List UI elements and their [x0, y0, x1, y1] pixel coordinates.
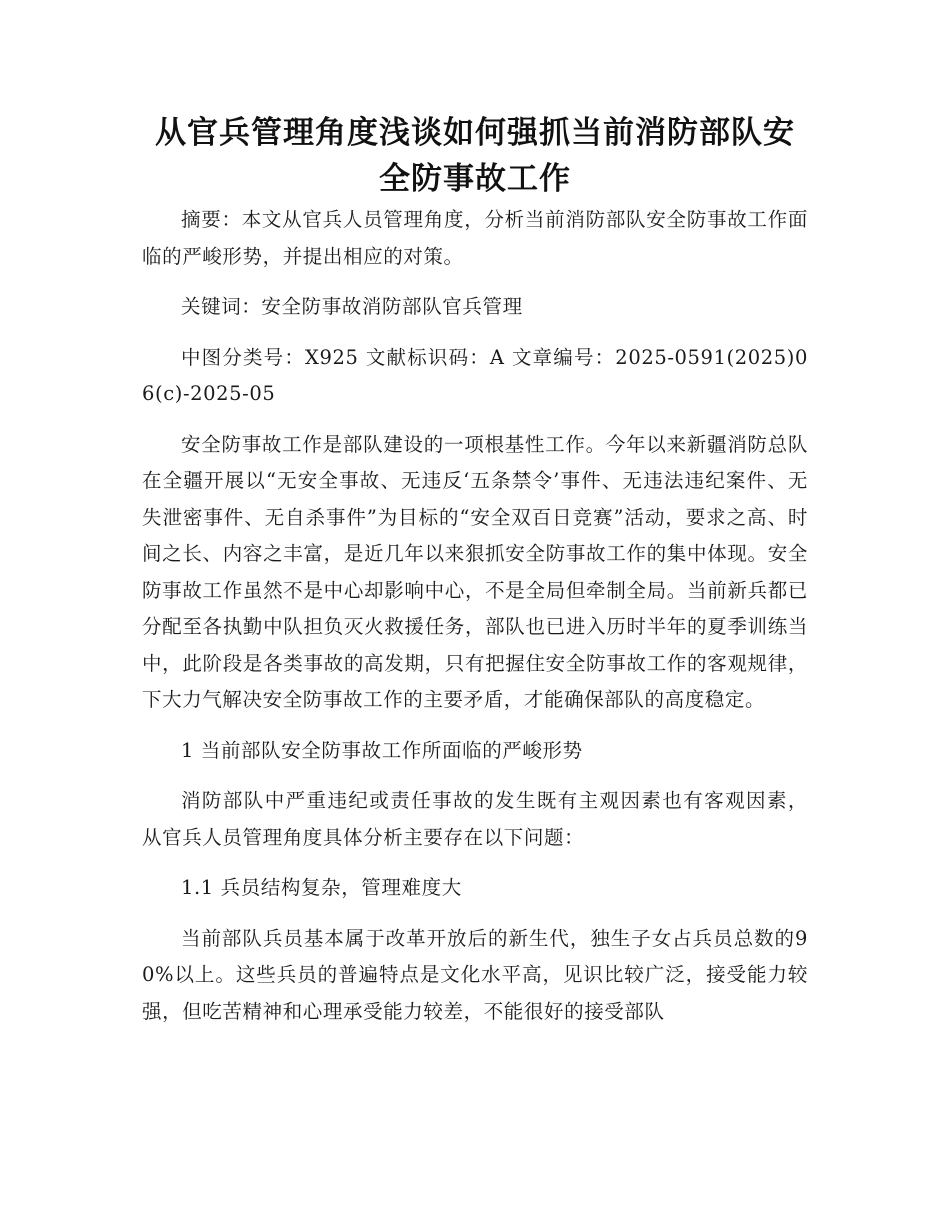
classification-info: 中图分类号：X925 文献标识码：A 文章编号：2025-0591(2025)06(c)-2025-05 [142, 345, 808, 405]
subsection-1-1-paragraph: 当前部队兵员基本属于改革开放后的新生代，独生子女占兵员总数的90%以上。这些兵员的普遍特点是文化水平高，见识比较广泛，接受能力较强，但吃苦精神和心理承受能力较差，不能很好的接受部队 [142, 926, 808, 1023]
intro-paragraph: 安全防事故工作是部队建设的一项根基性工作。今年以来新疆消防总队在全疆开展以“无安全事故、无违反‘五条禁令’事件、无违法违纪案件、无失泄密事件、无自杀事件”为目标的“安全双百日竞赛”活动，要求之高、时间之长、内容之丰富，是近几年以来狠抓安全防事故工作的集中体现。安全防事故工作虽然不是中心却影响中心，不是全局但牵制全局。当前新兵都已分配至各执勤中队担负灭火救援任务，部队也已进入历时半年的夏季训练当中，此阶段是各类事故的高发期，只有把握住安全防事故工作的客观规律，下大力气解决安全防事故工作的主要矛盾，才能确保部队的高度稳定。 [142, 432, 808, 711]
document-body [142, 202, 808, 1044]
abstract: 摘要：本文从官兵人员管理角度，分析当前消防部队安全防事故工作面临的严峻形势，并提出相应的对策。 [142, 208, 808, 268]
section-1-heading: 1 当前部队安全防事故工作所面临的严峻形势 [181, 738, 583, 762]
section-1-paragraph: 消防部队中严重违纪或责任事故的发生既有主观因素也有客观因素， 从官兵人员管理角度具体分析主要存在以下问题： [142, 789, 808, 849]
keywords: 关键词：安全防事故消防部队官兵管理 [181, 295, 523, 318]
document-title: 从官兵管理角度浅谈如何强抓当前消防部队安全防事故工作 [155, 115, 795, 197]
subsection-1-1-heading: 1.1 兵员结构复杂，管理难度大 [181, 876, 462, 899]
